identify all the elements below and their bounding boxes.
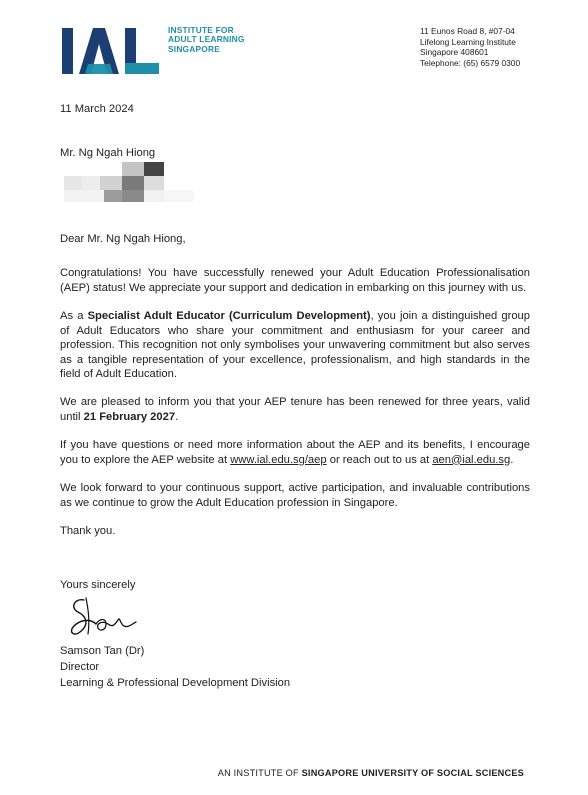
- footer-university: SINGAPORE UNIVERSITY OF SOCIAL SCIENCES: [301, 768, 524, 778]
- signer-division: Learning & Professional Development Division: [60, 677, 291, 689]
- p4-text: If you have questions or need more information about the AEP and its benefits, I encourage you to explore the AEP website at: [60, 439, 530, 466]
- signer-title: Director: [60, 661, 100, 673]
- address-line: 11 Eunos Road 8, #07-04: [420, 26, 515, 36]
- paragraph-congratulations: Congratulations! You have successfully renewed your Adult Education Professionalisation (AEP) status! We appreciate your support and dedication in embarking on this journey with us.: [60, 267, 530, 294]
- aep-website-link[interactable]: www.ial.edu.sg/aep: [230, 453, 327, 466]
- p3-text: .: [175, 410, 179, 423]
- salutation: Dear Mr. Ng Ngah Hiong,: [60, 233, 186, 245]
- org-name: [168, 26, 245, 54]
- paragraph-contact: [60, 438, 530, 467]
- paragraph-closing: We look forward to your continuous support, active participation, and invaluable contributions as we continue to grow the Adult Education profession in Singapore.: [60, 482, 530, 509]
- valid-until-date: 21 February 2027: [83, 410, 176, 423]
- address-line: Singapore 408601: [420, 47, 489, 58]
- p3-text: We are pleased to inform you that your AEP tenure has been renewed for three years, valid until: [60, 396, 530, 423]
- address-line: Lifelong Learning Institute: [420, 36, 516, 47]
- redacted-address: [64, 162, 194, 206]
- aen-email-link[interactable]: aen@ial.edu.sg: [432, 453, 511, 466]
- paragraph-recognition: [60, 309, 530, 382]
- org-name-line: INSTITUTE FOR: [168, 25, 234, 35]
- recipient-name: Mr. Ng Ngah Hiong: [60, 147, 156, 159]
- paragraph-tenure: [60, 395, 530, 424]
- closing: Yours sincerely: [60, 579, 136, 591]
- signer-name: Samson Tan (Dr): [60, 645, 145, 657]
- designation: Specialist Adult Educator (Curriculum Development): [87, 310, 371, 322]
- ial-logo: [62, 26, 162, 76]
- signer-block: [60, 643, 290, 691]
- org-name-line: SINGAPORE: [168, 43, 221, 54]
- p4-text: .: [510, 453, 514, 466]
- thanks: Thank you.: [60, 525, 116, 537]
- org-name-line: ADULT LEARNING: [168, 34, 245, 45]
- footer: [218, 768, 524, 778]
- org-address: [420, 26, 520, 68]
- letter-date: 11 March 2024: [60, 103, 134, 115]
- p2-text: As a: [60, 310, 88, 322]
- address-line: Telephone: (65) 6579 0300: [420, 57, 521, 68]
- handwritten-signature: [66, 594, 146, 640]
- footer-prefix: AN INSTITUTE OF: [217, 768, 302, 778]
- p4-text: or reach out to us at: [326, 453, 433, 466]
- p2-text: , you join a distinguished group of Adult Educators who share your commitment and enthusiasm for your career and profession. This recognition not only symbolises your unwavering commitment but also serves as a tangible representation of your excellence, professionalism, and high standards in the field of Adult Education.: [60, 310, 530, 381]
